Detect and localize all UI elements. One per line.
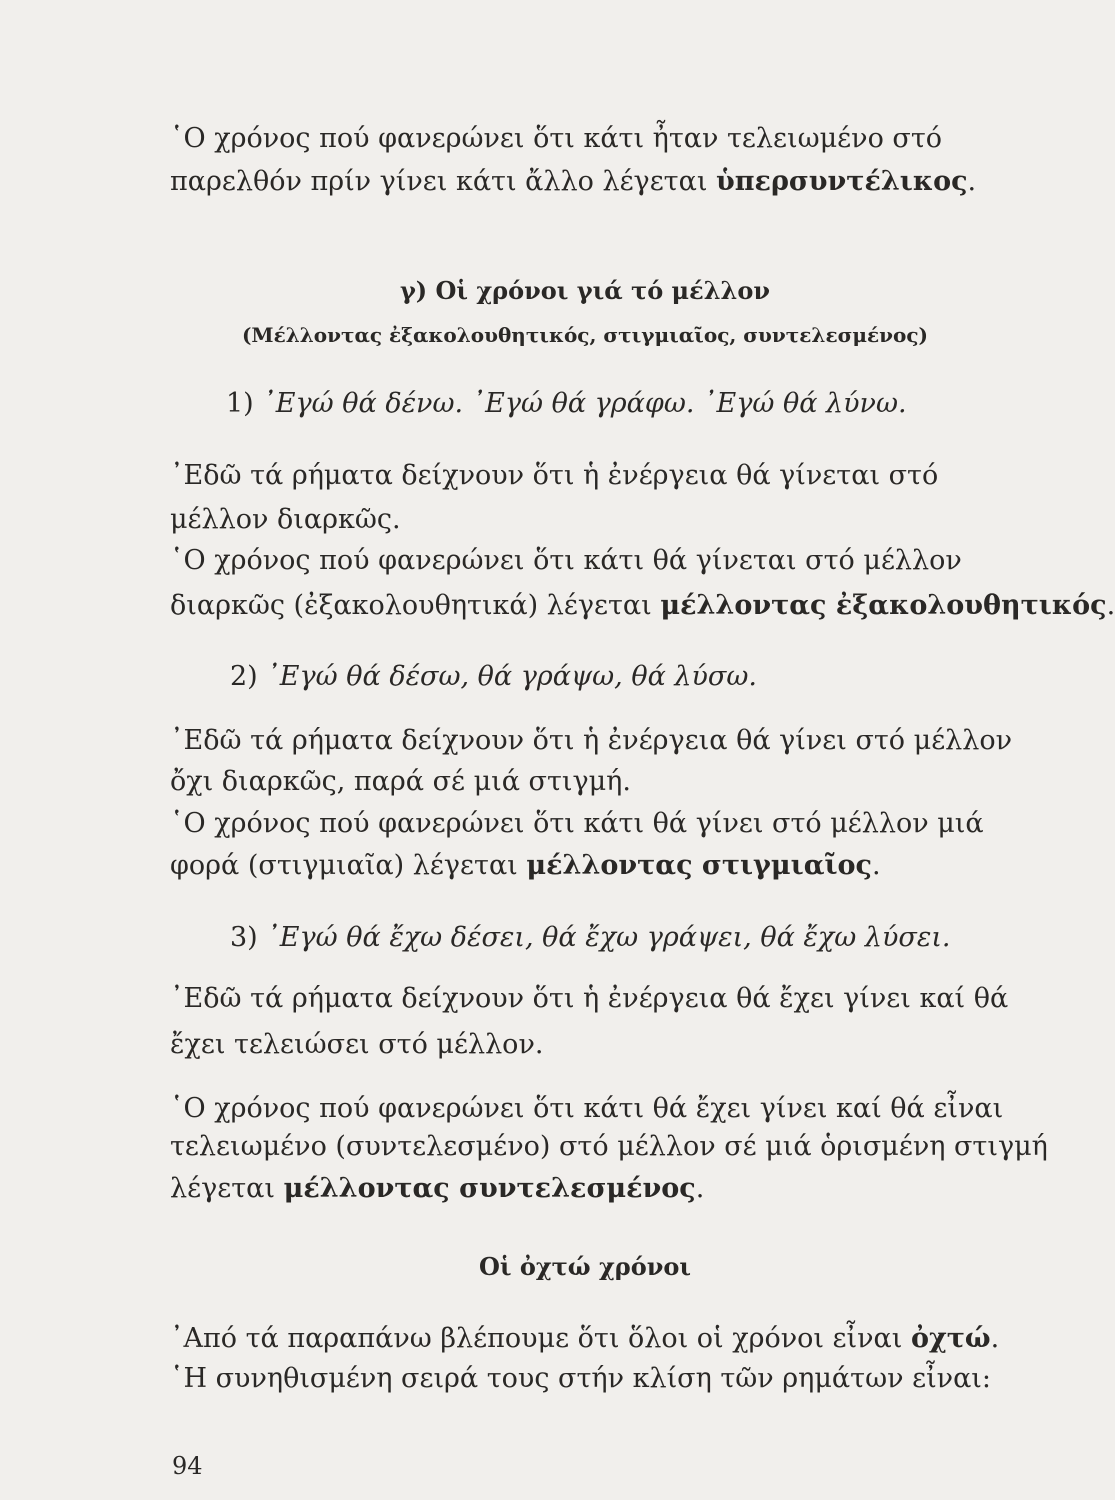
- para1-line2-text: παρελθόν πρίν γίνει κάτι ἄλλο λέγεται: [170, 166, 717, 197]
- para5-line1: ῾Ο χρόνος πού φανερώνει ὅτι κάτι θά ἔχει γίνει καί θά εἶναι: [170, 1093, 1004, 1124]
- example-2-number: 2): [230, 661, 267, 692]
- para2-line4-text: διαρκῶς (ἐξακολουθητικά) λέγεται: [170, 590, 661, 621]
- para1-line2: [170, 165, 1000, 199]
- para6-line2: ῾Η συνηθισμένη σειρά τους στήν κλίση τῶν ρημάτων εἶναι:: [170, 1363, 991, 1394]
- para3-line4-end: .: [872, 850, 881, 881]
- para6-line1: [170, 1322, 1000, 1356]
- example-1-text: ᾿Εγώ θά δένω. ᾿Εγώ θά γράφω. ᾿Εγώ θά λύνω.: [262, 388, 907, 419]
- term-pluperfect: ὑπερσυντέλικος: [716, 166, 968, 197]
- example-2-text: ᾿Εγώ θά δέσω, θά γράψω, θά λύσω.: [266, 661, 757, 692]
- para2-line1: ᾿Εδῶ τά ρήματα δείχνουν ὅτι ἡ ἐνέργεια θά γίνεται στό: [170, 460, 939, 491]
- para6-line1-text: ᾿Από τά παραπάνω βλέπουμε ὅτι ὅλοι οἱ χρόνοι εἶναι: [170, 1323, 911, 1354]
- section-future-subheading: (Μέλλοντας ἐξακολουθητικός, στιγμιαῖος, συντελεσμένος): [241, 323, 929, 347]
- section-future-heading: γ) Οἱ χρόνοι γιά τό μέλλον: [399, 276, 771, 305]
- term-future-perfect: μέλλοντας συντελεσμένος: [283, 1173, 696, 1204]
- para3-line4: [170, 849, 1000, 883]
- para5-line2: τελειωμένο (συντελεσμένο) στό μέλλον σέ μιά ὁρισμένη στιγμή: [170, 1131, 1048, 1162]
- para1-line2-end: .: [967, 166, 977, 197]
- para3-line1: ᾿Εδῶ τά ρήματα δείχνουν ὅτι ἡ ἐνέργεια θά γίνει στό μέλλον: [170, 725, 1013, 756]
- term-future-simple: μέλλοντας στιγμιαῖος: [526, 850, 872, 881]
- example-3: [230, 921, 1060, 955]
- term-eight: ὀχτώ: [910, 1323, 991, 1354]
- para1-line1: ῾Ο χρόνος πού φανερώνει ὅτι κάτι ἦταν τελειωμένο στό: [170, 123, 943, 154]
- example-1-number: 1): [226, 388, 263, 419]
- para3-line3: ῾Ο χρόνος πού φανερώνει ὅτι κάτι θά γίνει στό μέλλον μιά: [170, 808, 984, 839]
- para5-line3-text: λέγεται: [170, 1173, 284, 1204]
- para5-line3: [170, 1172, 1000, 1206]
- para2-line4-end: .: [1106, 590, 1115, 621]
- page-number: 94: [172, 1452, 203, 1480]
- para3-line2: ὄχι διαρκῶς, παρά σέ μιά στιγμή.: [170, 766, 631, 797]
- term-future-continuous: μέλλοντας ἐξακολουθητικός: [660, 590, 1107, 621]
- para6-line1-end: .: [990, 1323, 1000, 1354]
- para2-line3: ῾Ο χρόνος πού φανερώνει ὅτι κάτι θά γίνεται στό μέλλον: [170, 545, 962, 576]
- example-2: [230, 660, 1060, 694]
- para3-line4-text: φορά (στιγμιαῖα) λέγεται: [170, 850, 527, 881]
- para2-line2: μέλλον διαρκῶς.: [170, 504, 401, 535]
- example-3-text: ᾿Εγώ θά ἔχω δέσει, θά ἔχω γράψει, θά ἔχω λύσει.: [266, 922, 951, 953]
- para5-line3-end: .: [695, 1173, 705, 1204]
- para4-line2: ἔχει τελειώσει στό μέλλον.: [170, 1029, 544, 1060]
- example-1: [226, 387, 1056, 421]
- example-3-number: 3): [230, 922, 267, 953]
- section-eight-tenses-heading: Οἱ ὀχτώ χρόνοι: [478, 1252, 692, 1281]
- para4-line1: ᾿Εδῶ τά ρήματα δείχνουν ὅτι ἡ ἐνέργεια θά ἔχει γίνει καί θά: [170, 983, 1009, 1014]
- para2-line4: [170, 589, 1115, 623]
